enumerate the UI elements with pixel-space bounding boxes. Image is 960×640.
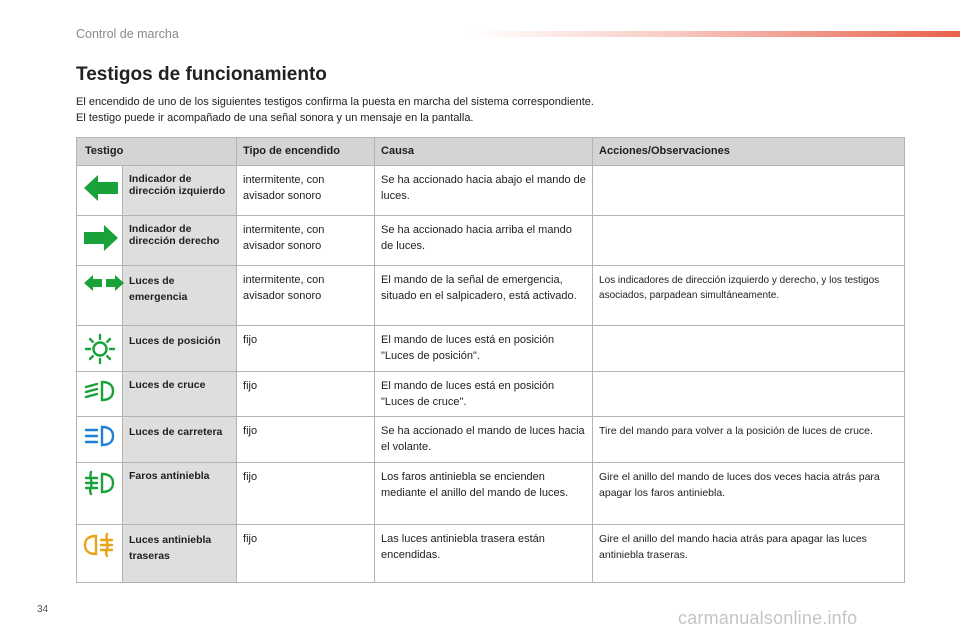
intro-line: El encendido de uno de los siguientes testigos confirma la puesta en marcha del sistema correspondiente. — [76, 96, 594, 108]
action-text: Los indicadores de dirección izquierdo y derecho, y los testigos asociados, parpadean simultáneamente. — [593, 266, 905, 326]
cause-text: Los faros antiniebla se encienden mediante el anillo del mando de luces. — [375, 463, 593, 525]
warning-light-name: Luces de posición — [123, 326, 237, 372]
high-beam-icon — [83, 424, 115, 448]
action-text — [593, 166, 905, 216]
table-row — [77, 166, 905, 216]
activation-type: intermitente, con avisador sonoro — [237, 166, 375, 216]
warning-light-name: Luces de emergencia — [123, 266, 237, 326]
right-arrow-icon — [83, 223, 119, 253]
watermark: carmanualsonline.info — [678, 608, 858, 628]
table-row — [77, 525, 905, 583]
warning-light-name: Luces de cruce — [123, 372, 237, 417]
activation-type: intermitente, con avisador sonoro — [237, 216, 375, 266]
warning-light-name: Luces de carretera — [123, 417, 237, 463]
action-text — [593, 372, 905, 417]
column-header-tipo: Tipo de encendido — [237, 138, 375, 166]
cause-text: El mando de la señal de emergencia, situado en el salpicadero, está activado. — [375, 266, 593, 326]
page-title: Testigos de funcionamiento — [76, 64, 327, 85]
table-row — [77, 266, 905, 326]
warning-light-name: Luces antiniebla traseras — [123, 525, 237, 583]
activation-type: fijo — [237, 463, 375, 525]
page-number: 34 — [37, 604, 49, 615]
activation-type: fijo — [237, 525, 375, 583]
cause-text: Se ha accionado el mando de luces hacia el volante. — [375, 417, 593, 463]
warning-light-name: Indicador de dirección derecho — [123, 216, 237, 266]
cause-text: Las luces antiniebla trasera están encendidas. — [375, 525, 593, 583]
left-arrow-icon — [83, 173, 119, 203]
table-header-row — [77, 138, 905, 166]
cause-text: El mando de luces está en posición "Luces de posición". — [375, 326, 593, 372]
low-beam-icon — [83, 379, 115, 403]
header-accent-bar — [470, 31, 960, 37]
activation-type: fijo — [237, 326, 375, 372]
action-text — [593, 326, 905, 372]
rear-fog-icon — [83, 532, 115, 558]
activation-type: fijo — [237, 417, 375, 463]
column-header-acciones: Acciones/Observaciones — [593, 138, 905, 166]
column-header-causa: Causa — [375, 138, 593, 166]
table-row — [77, 326, 905, 372]
table-row — [77, 463, 905, 525]
action-text: Gire el anillo del mando hacia atrás para apagar las luces antiniebla traseras. — [593, 525, 905, 583]
position-lights-icon — [83, 333, 117, 365]
table-row — [77, 372, 905, 417]
activation-type: intermitente, con avisador sonoro — [237, 266, 375, 326]
warning-light-name: Faros antiniebla — [123, 463, 237, 525]
cause-text: Se ha accionado hacia arriba el mando de luces. — [375, 216, 593, 266]
cause-text: El mando de luces está en posición "Luces de cruce". — [375, 372, 593, 417]
column-header-testigo: Testigo — [77, 138, 237, 166]
intro-line: El testigo puede ir acompañado de una señal sonora y un mensaje en la pantalla. — [76, 112, 474, 124]
table-row — [77, 417, 905, 463]
activation-type: fijo — [237, 372, 375, 417]
warning-lights-table — [76, 137, 905, 583]
table-row — [77, 216, 905, 266]
section-title: Control de marcha — [76, 27, 179, 41]
cause-text: Se ha accionado hacia abajo el mando de luces. — [375, 166, 593, 216]
action-text: Gire el anillo del mando de luces dos veces hacia atrás para apagar los faros antiniebla. — [593, 463, 905, 525]
hazard-arrows-icon — [83, 273, 125, 293]
action-text: Tire del mando para volver a la posición de luces de cruce. — [593, 417, 905, 463]
action-text — [593, 216, 905, 266]
intro-text — [76, 94, 896, 126]
warning-light-name: Indicador de dirección izquierdo — [123, 166, 237, 216]
front-fog-icon — [83, 470, 115, 496]
